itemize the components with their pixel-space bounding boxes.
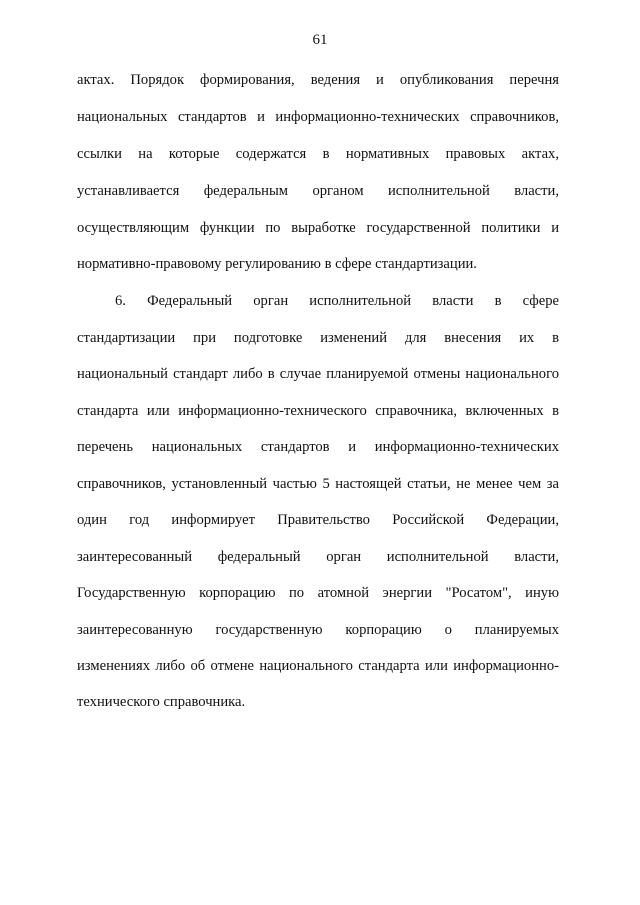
text-line-3: ссылки на которые содержатся в нормативных правовых актах, bbox=[77, 146, 559, 162]
page-number: 61 bbox=[312, 32, 328, 48]
text-line-15: Государственную корпорацию по атомной энергии "Росатом", иную bbox=[77, 585, 559, 601]
text-line-17: изменениях либо об отмене национального стандарта или информационно- bbox=[77, 658, 559, 674]
text-line-7: 6. Федеральный орган исполнительной власти в сфере bbox=[115, 293, 559, 309]
text-line-12: справочников, установленный частью 5 настоящей статьи, не менее чем за bbox=[77, 476, 559, 492]
text-line-4: устанавливается федеральным органом исполнительной власти, bbox=[77, 183, 559, 199]
text-line-6: нормативно-правовому регулированию в сфере стандартизации. bbox=[77, 256, 477, 272]
text-line-11: перечень национальных стандартов и информационно-технических bbox=[77, 439, 559, 455]
text-line-14: заинтересованный федеральный орган исполнительной власти, bbox=[77, 549, 559, 565]
text-line-18: технического справочника. bbox=[77, 694, 246, 710]
text-line-8: стандартизации при подготовке изменений для внесения их в bbox=[77, 330, 559, 346]
text-line-16: заинтересованную государственную корпорацию о планируемых bbox=[77, 622, 559, 638]
text-line-1: актах. Порядок формирования, ведения и опубликования перечня bbox=[77, 72, 559, 88]
text-line-13: один год информирует Правительство Российской Федерации, bbox=[77, 512, 559, 528]
text-line-9: национальный стандарт либо в случае планируемой отмены национального bbox=[77, 366, 559, 382]
text-line-10: стандарта или информационно-технического справочника, включенных в bbox=[77, 403, 559, 419]
text-line-2: национальных стандартов и информационно-технических справочников, bbox=[77, 109, 559, 125]
text-line-5: осуществляющим функции по выработке государственной политики и bbox=[77, 220, 559, 236]
